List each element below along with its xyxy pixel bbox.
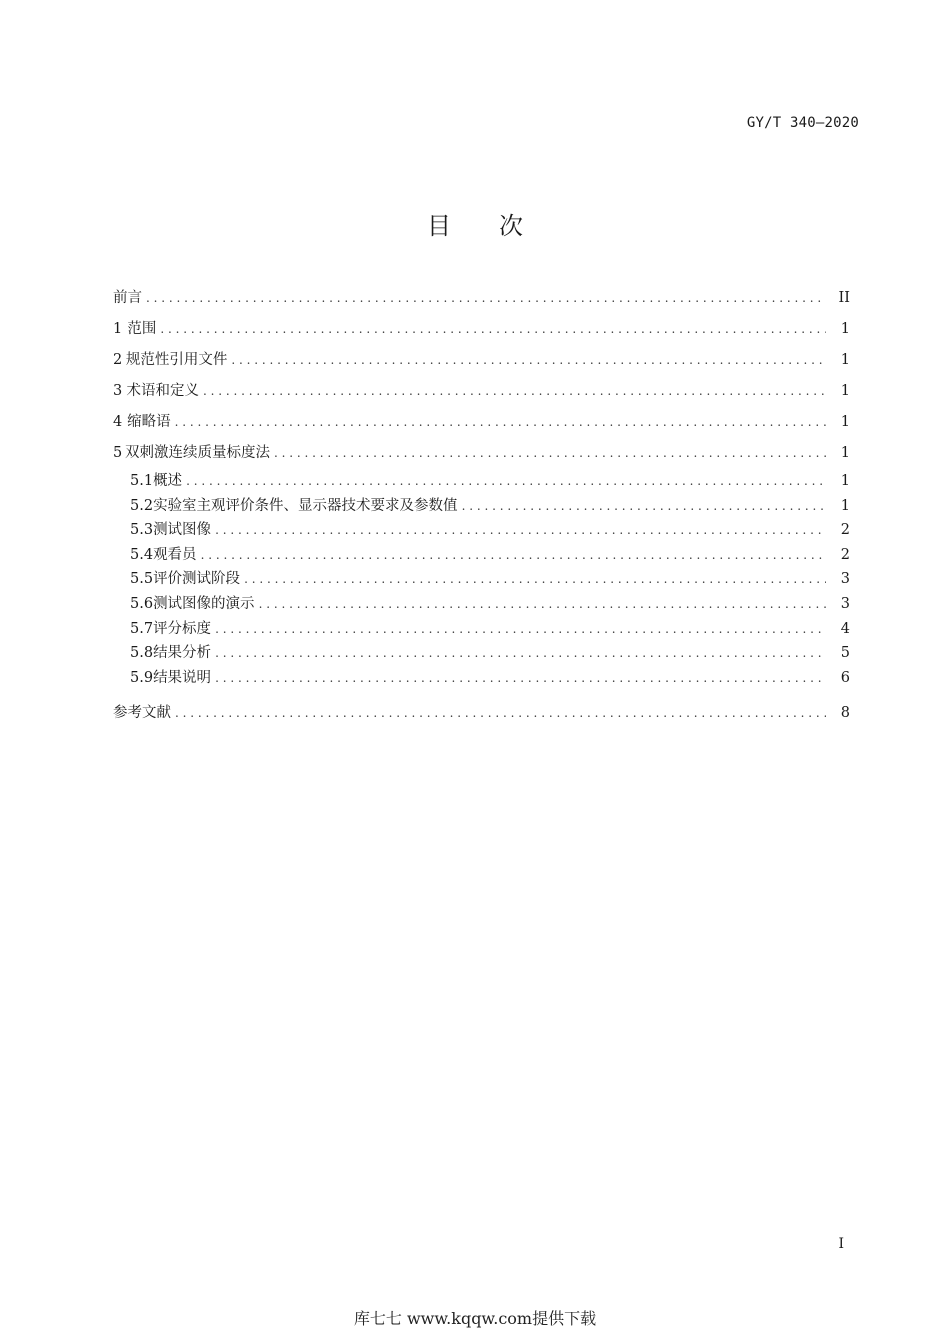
toc-entry-5-8[interactable] [113,643,850,668]
toc-entry-page: 1 [840,445,850,461]
toc-leader-dots [215,520,826,540]
toc-entry-label: 概述 [153,473,183,489]
toc-entry-label: 结果说明 [153,669,212,686]
toc-leader-dots [462,496,826,516]
toc-title [0,206,950,241]
toc-leader-dots [215,668,826,688]
toc-entry-number: 5.1 [130,473,154,489]
toc-entry-1[interactable] [113,315,850,346]
toc-entry-number: 5.6 [130,595,154,612]
toc-entry-page: 1 [840,497,850,514]
toc-entry-label: 规范性引用文件 [125,352,228,368]
toc-title-char-1: 目 [427,212,451,240]
toc-entry-page: II [838,290,850,306]
toc-entry-label: 术语和定义 [126,383,199,399]
toc-leader-dots [215,643,826,663]
toc-entry-label: 测试图像的演示 [153,595,255,612]
toc-entry-page: 2 [840,546,850,563]
toc-entry-page: 3 [840,571,850,588]
toc-leader-dots [175,412,826,432]
toc-leader-dots [259,594,826,614]
document-code: GY/T 340—2020 [746,115,859,131]
toc-entry-number: 2 [113,352,123,368]
toc-entry-page: 4 [840,620,850,637]
toc-entry-5-6[interactable] [113,594,850,619]
toc-entry-label: 结果分析 [153,645,212,662]
toc-entry-label: 实验室主观评价条件、显示器技术要求及参数值 [153,497,458,514]
toc-entry-foreword[interactable] [113,284,850,315]
toc-entry-2[interactable] [113,346,850,377]
toc-leader-dots [201,545,826,565]
toc-entry-page: 6 [840,669,850,686]
toc-entry-number: 5.9 [130,669,154,686]
toc-entry-5-3[interactable] [113,520,850,545]
toc-entry-number: 5.5 [130,571,154,588]
toc-entry-page: 3 [840,595,850,612]
toc-entry-page: 1 [840,473,850,489]
toc-entry-page: 5 [840,645,850,662]
toc-entry-number: 5.7 [130,620,154,637]
toc-entry-label: 前言 [113,290,142,306]
table-of-contents [113,284,850,730]
toc-entry-3[interactable] [113,377,850,408]
toc-entry-5-2[interactable] [113,496,850,521]
page-number: I [838,1236,844,1252]
toc-leader-dots [186,471,826,491]
toc-entry-label: 观看员 [153,546,197,563]
toc-entry-label: 评分标度 [153,620,212,637]
toc-leader-dots [146,288,826,308]
toc-entry-label: 测试图像 [153,522,212,539]
toc-entry-5-9[interactable] [113,668,850,693]
toc-entry-page: 1 [840,321,850,337]
toc-leader-dots [203,381,826,401]
toc-title-char-2: 次 [499,212,523,240]
footer-watermark-text: 库七七 www.kqqw.com提供下载 [353,1309,597,1328]
toc-leader-dots [244,569,826,589]
toc-entry-label: 双刺激连续质量标度法 [124,445,270,461]
toc-entry-bibliography[interactable] [113,699,850,730]
toc-entry-5-1[interactable] [113,471,850,496]
toc-entry-page: 1 [840,383,850,399]
toc-entry-label: 缩略语 [127,414,171,430]
toc-entry-5-5[interactable] [113,569,850,594]
toc-entry-4[interactable] [113,408,850,439]
toc-entry-page: 8 [840,705,850,722]
toc-entry-page: 1 [840,352,850,368]
toc-entry-number: 1 [113,321,123,337]
toc-entry-number: 3 [113,383,123,399]
toc-leader-dots [160,319,826,339]
toc-leader-dots [215,619,826,639]
toc-entry-number: 5.8 [130,645,154,662]
toc-entry-number: 5.4 [130,546,154,563]
toc-entry-number: 5 [113,445,123,461]
toc-entry-page: 1 [840,414,850,430]
toc-entry-number: 4 [113,414,123,430]
toc-leader-dots [175,703,826,723]
toc-entry-5[interactable] [113,439,850,470]
toc-entry-label: 评价测试阶段 [153,571,241,588]
toc-entry-number: 5.2 [130,497,154,514]
toc-entry-label: 范围 [127,321,157,337]
toc-entry-label: 参考文献 [113,705,171,722]
toc-leader-dots [274,443,826,463]
toc-entry-5-4[interactable] [113,545,850,570]
toc-entry-5-7[interactable] [113,619,850,644]
toc-entry-number: 5.3 [130,522,154,539]
toc-entry-page: 2 [840,522,850,539]
toc-leader-dots [231,350,826,370]
